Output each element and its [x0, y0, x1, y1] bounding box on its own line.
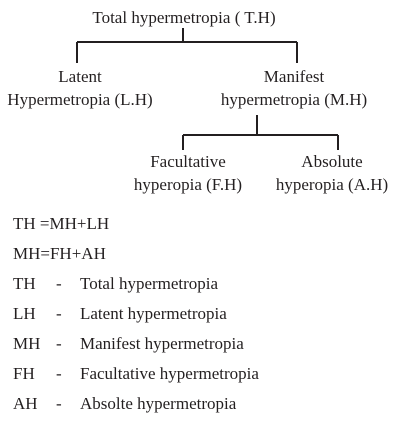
legend-dash: - — [56, 274, 62, 293]
node-absolute-line1: Absolute — [301, 152, 363, 171]
node-total-label: Total hypermetropia ( T.H) — [92, 8, 276, 27]
legend-abbr: TH — [13, 274, 36, 293]
node-manifest-hypermetropia — [221, 65, 367, 111]
legend-meaning: Absolte hypermetropia — [80, 394, 237, 413]
legend-dash: - — [56, 364, 62, 383]
legend-abbr: LH — [13, 304, 36, 323]
legend-abbr: AH — [13, 394, 38, 413]
formula-total: TH =MH+LH — [13, 214, 110, 233]
legend-dash: - — [56, 394, 62, 413]
node-facultative-hyperopia — [134, 150, 242, 196]
legend-meaning: Total hypermetropia — [80, 274, 219, 293]
node-manifest-line2: hypermetropia (M.H) — [220, 90, 368, 109]
legend-abbr: MH — [13, 334, 41, 353]
node-latent-line2: Hypermetropia (L.H) — [7, 90, 153, 109]
node-absolute-hyperopia — [276, 150, 388, 196]
node-facultative-line1: Facultative — [150, 152, 226, 171]
node-manifest-line1: Manifest — [263, 67, 325, 86]
node-absolute-line2: hyperopia (A.H) — [275, 175, 389, 194]
node-latent-line1: Latent — [58, 67, 102, 86]
legend-meaning: Manifest hypermetropia — [80, 334, 244, 353]
legend-meaning: Facultative hypermetropia — [80, 364, 259, 383]
legend-abbr: FH — [13, 364, 35, 383]
node-total-hypermetropia — [92, 6, 275, 29]
legend-dash: - — [56, 334, 62, 353]
legend-meaning: Latent hypermetropia — [80, 304, 227, 323]
node-facultative-line2: hyperopia (F.H) — [133, 175, 243, 194]
formula-manifest: MH=FH+AH — [13, 244, 106, 263]
legend-dash: - — [56, 304, 62, 323]
node-latent-hypermetropia — [7, 65, 152, 111]
